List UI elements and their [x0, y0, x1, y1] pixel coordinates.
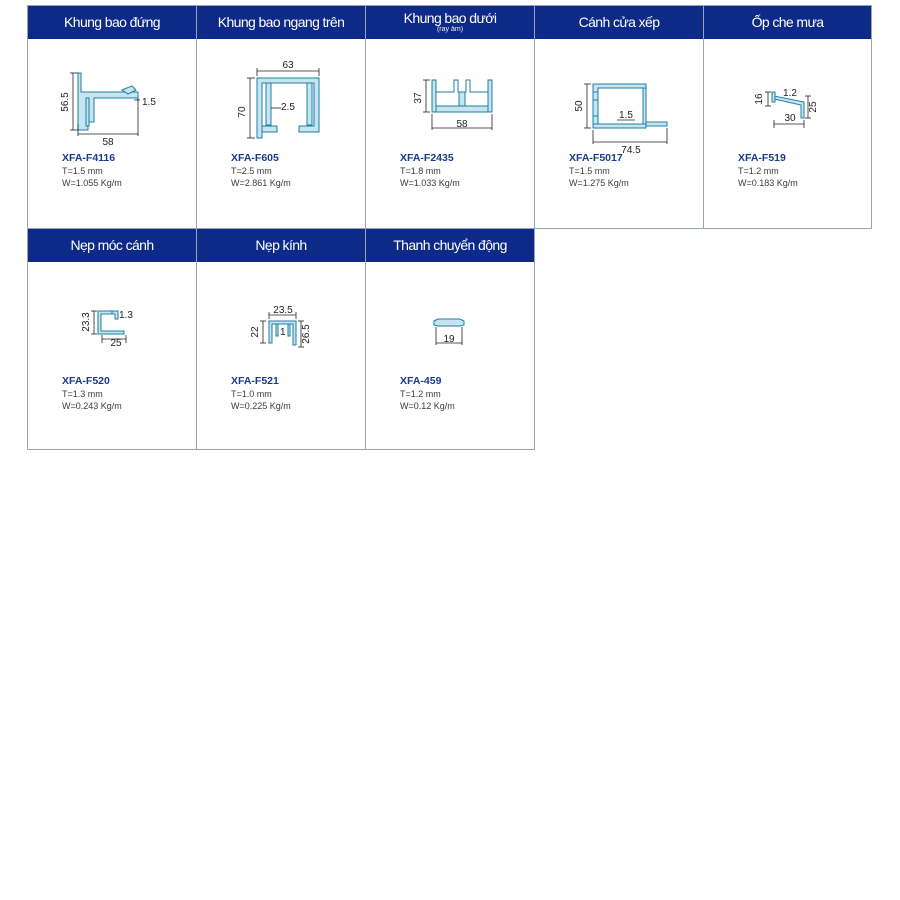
profile-weight: W=1.033 Kg/m: [400, 178, 460, 188]
card-title: Khung bao dưới: [403, 10, 497, 26]
profile-thickness: T=1.5 mm: [569, 166, 610, 176]
profile-card: [365, 228, 535, 450]
profile-thickness: T=1.0 mm: [231, 389, 272, 399]
profile-card: [534, 5, 704, 229]
profile-card: [27, 5, 197, 229]
dim-wall-label: 1.3: [119, 310, 133, 321]
card-header: [535, 6, 703, 39]
profile-drawing: [28, 263, 195, 381]
profile-card: [27, 228, 197, 450]
dim-width-label: 58: [456, 119, 468, 130]
dim-width-label: 30: [784, 113, 796, 124]
card-title: Khung bao ngang trên: [217, 14, 345, 30]
profile-code: XFA-F520: [62, 375, 110, 387]
dim-left-label: 22: [250, 326, 261, 338]
profile-drawing: [197, 40, 364, 158]
profile-thickness: T=1.2 mm: [738, 166, 779, 176]
card-title: Khung bao đứng: [64, 14, 160, 30]
dim-wall-label: 1: [280, 327, 286, 338]
profile-thickness: T=2.5 mm: [231, 166, 272, 176]
dim-left-label: 16: [754, 93, 765, 105]
profile-weight: W=0.12 Kg/m: [400, 401, 455, 411]
dim-width-label: 25: [110, 338, 122, 349]
dim-wall-label: 1.2: [783, 88, 797, 99]
dim-wall-label: 1.5: [142, 97, 156, 108]
dim-width-label: 23.5: [273, 305, 293, 316]
profile-code: XFA-F5017: [569, 152, 623, 164]
profile-card: [703, 5, 872, 229]
profile-code: XFA-F519: [738, 152, 786, 164]
profile-drawing: [366, 40, 533, 158]
dim-height-label: 23.3: [81, 312, 92, 332]
dim-width-label: 63: [282, 60, 294, 71]
dim-height-label: 70: [237, 106, 248, 118]
dim-width-label: 19: [443, 334, 455, 345]
card-header: [704, 6, 871, 39]
profile-weight: W=0.243 Kg/m: [62, 401, 122, 411]
profile-weight: W=2.861 Kg/m: [231, 178, 291, 188]
card-header: [197, 6, 365, 39]
card-title: Cánh cửa xếp: [578, 14, 660, 30]
profile-weight: W=0.183 Kg/m: [738, 178, 798, 188]
profile-drawing: [197, 263, 364, 381]
card-header: [28, 6, 196, 39]
profile-weight: W=0.225 Kg/m: [231, 401, 291, 411]
profile-weight: W=1.055 Kg/m: [62, 178, 122, 188]
profile-code: XFA-F2435: [400, 152, 454, 164]
card-header: [28, 229, 196, 262]
profile-thickness: T=1.5 mm: [62, 166, 103, 176]
profile-drawing: [535, 40, 702, 158]
card-title: Ốp che mưa: [751, 14, 824, 30]
dim-height-label: 56.5: [60, 92, 71, 112]
dim-height-label: 50: [574, 100, 585, 112]
profile-card: [365, 5, 535, 229]
dim-wall-label: 2.5: [281, 102, 295, 113]
dim-wall-label: 1.5: [619, 110, 633, 121]
profile-thickness: T=1.3 mm: [62, 389, 103, 399]
profile-card: [196, 228, 366, 450]
card-header: [366, 229, 534, 262]
card-title: Thanh chuyển động: [393, 237, 507, 253]
card-subtitle: (ray âm): [436, 26, 464, 33]
dim-height-label: 37: [413, 92, 424, 104]
card-header: [197, 229, 365, 262]
profile-code: XFA-F605: [231, 152, 279, 164]
profile-thickness: T=1.8 mm: [400, 166, 441, 176]
profile-thickness: T=1.2 mm: [400, 389, 441, 399]
profile-drawing: [28, 40, 195, 158]
dim-right-label: 26.5: [301, 324, 312, 344]
profile-drawing: [366, 263, 533, 381]
profile-weight: W=1.275 Kg/m: [569, 178, 629, 188]
dim-height-label: 25: [808, 101, 819, 113]
profile-code: XFA-F521: [231, 375, 279, 387]
card-title: Nẹp móc cánh: [70, 237, 154, 253]
profile-card: [196, 5, 366, 229]
dim-width-label: 58: [102, 137, 114, 148]
profile-code: XFA-459: [400, 375, 442, 387]
card-header: [366, 6, 534, 39]
profile-drawing: [704, 40, 871, 158]
profile-code: XFA-F4116: [62, 152, 116, 164]
dim-width-label: 74.5: [621, 145, 641, 156]
card-title: Nẹp kính: [255, 237, 307, 253]
